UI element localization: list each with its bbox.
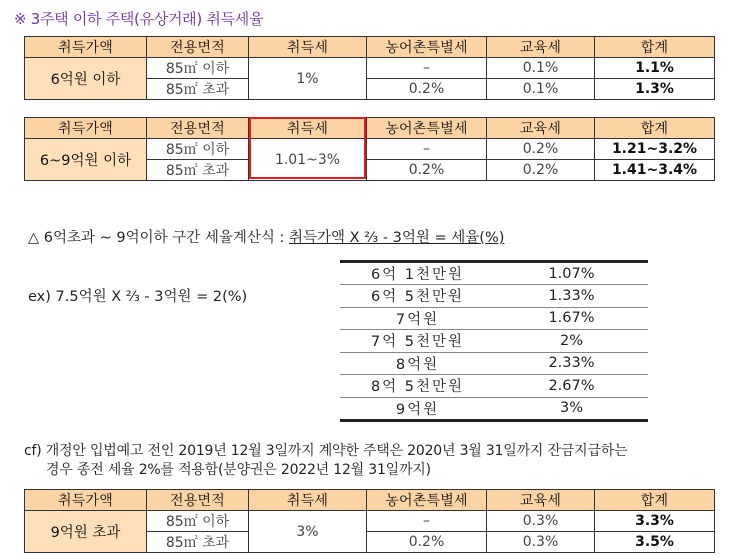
header-acq-tax: 취득세 bbox=[249, 37, 367, 58]
rate-price: 7억 5천만원 bbox=[340, 330, 495, 353]
header-area: 전용면적 bbox=[147, 37, 249, 58]
rate-table bbox=[340, 260, 648, 422]
header-edu-tax: 교육세 bbox=[487, 490, 595, 511]
header-acq-tax: 취득세 bbox=[249, 118, 367, 139]
rural-tax-cell: – bbox=[367, 58, 487, 79]
rate-price: 7억원 bbox=[340, 307, 495, 330]
note-paragraph bbox=[24, 442, 627, 480]
total-cell: 1.41~3.4% bbox=[595, 160, 715, 181]
area-cell: 85㎡ 초과 bbox=[147, 532, 249, 553]
table-row bbox=[340, 375, 648, 398]
header-total: 합계 bbox=[595, 37, 715, 58]
table-row bbox=[25, 58, 715, 79]
area-cell: 85㎡ 이하 bbox=[147, 58, 249, 79]
total-cell: 1.3% bbox=[595, 79, 715, 100]
rate-value: 2.33% bbox=[495, 352, 648, 375]
acq-tax-cell: 1.01~3% bbox=[249, 139, 367, 181]
rate-value: 2% bbox=[495, 330, 648, 353]
tax-table-over-9 bbox=[24, 489, 715, 553]
header-rural-tax: 농어촌특별세 bbox=[367, 118, 487, 139]
rural-tax-cell: – bbox=[367, 139, 487, 160]
header-price: 취득가액 bbox=[25, 490, 147, 511]
example-line: ex) 7.5억원 X ⅔ - 3억원 = 2(%) bbox=[28, 289, 248, 305]
rural-tax-cell: – bbox=[367, 511, 487, 532]
tax-table-6-to-9 bbox=[24, 117, 715, 181]
header-total: 합계 bbox=[595, 118, 715, 139]
rural-tax-cell: 0.2% bbox=[367, 79, 487, 100]
rate-value: 1.67% bbox=[495, 307, 648, 330]
rate-value: 2.67% bbox=[495, 375, 648, 398]
note-line-2: 경우 종전 세율 2%를 적용함(분양권은 2022년 12월 31일까지) bbox=[46, 462, 431, 478]
header-rural-tax: 농어촌특별세 bbox=[367, 490, 487, 511]
area-cell: 85㎡ 이하 bbox=[147, 511, 249, 532]
rate-price: 8억원 bbox=[340, 352, 495, 375]
rural-tax-cell: 0.2% bbox=[367, 160, 487, 181]
table-row bbox=[25, 139, 715, 160]
header-price: 취득가액 bbox=[25, 118, 147, 139]
rate-price: 6억 5천만원 bbox=[340, 285, 495, 308]
edu-tax-cell: 0.3% bbox=[487, 532, 595, 553]
edu-tax-cell: 0.1% bbox=[487, 79, 595, 100]
rate-price: 6억 1천만원 bbox=[340, 262, 495, 285]
tax-table-under-6 bbox=[24, 36, 715, 100]
formula-expression: 취득가액 X ⅔ - 3억원 = 세율(%) bbox=[289, 230, 505, 246]
edu-tax-cell: 0.2% bbox=[487, 139, 595, 160]
header-price: 취득가액 bbox=[25, 37, 147, 58]
total-cell: 3.3% bbox=[595, 511, 715, 532]
total-cell: 1.1% bbox=[595, 58, 715, 79]
acq-tax-cell: 3% bbox=[249, 511, 367, 553]
header-acq-tax: 취득세 bbox=[249, 490, 367, 511]
price-cell: 6~9억원 이하 bbox=[25, 139, 147, 181]
rural-tax-cell: 0.2% bbox=[367, 532, 487, 553]
header-edu-tax: 교육세 bbox=[487, 118, 595, 139]
header-rural-tax: 농어촌특별세 bbox=[367, 37, 487, 58]
price-cell: 9억원 초과 bbox=[25, 511, 147, 553]
area-cell: 85㎡ 이하 bbox=[147, 139, 249, 160]
header-area: 전용면적 bbox=[147, 490, 249, 511]
price-cell: 6억원 이하 bbox=[25, 58, 147, 100]
total-cell: 1.21~3.2% bbox=[595, 139, 715, 160]
header-total: 합계 bbox=[595, 490, 715, 511]
area-cell: 85㎡ 초과 bbox=[147, 79, 249, 100]
table-row bbox=[340, 352, 648, 375]
edu-tax-cell: 0.1% bbox=[487, 58, 595, 79]
table-row bbox=[25, 511, 715, 532]
table-row bbox=[340, 307, 648, 330]
rate-value: 1.33% bbox=[495, 285, 648, 308]
table-header-row bbox=[25, 490, 715, 511]
note-line-1: cf) 개정안 입법예고 전인 2019년 12월 3일까지 계약한 주택은 2020년 3월 31일까지 잔금지급하는 bbox=[24, 443, 628, 459]
table-row bbox=[340, 397, 648, 420]
page-title: ※ 3주택 이하 주택(유상거래) 취득세율 bbox=[14, 10, 264, 28]
header-area: 전용면적 bbox=[147, 118, 249, 139]
rate-price: 8억 5천만원 bbox=[340, 375, 495, 398]
table-row bbox=[340, 330, 648, 353]
formula-prefix: △ 6억초과 ~ 9억이하 구간 세율계산식 : bbox=[28, 230, 289, 246]
table-row bbox=[340, 285, 648, 308]
acq-tax-cell: 1% bbox=[249, 58, 367, 100]
edu-tax-cell: 0.3% bbox=[487, 511, 595, 532]
area-cell: 85㎡ 초과 bbox=[147, 160, 249, 181]
rate-value: 3% bbox=[559, 400, 583, 416]
formula-line bbox=[28, 226, 504, 247]
rate-price: 9억원 bbox=[395, 401, 440, 418]
table-header-row bbox=[25, 118, 715, 139]
table-row bbox=[340, 262, 648, 285]
table-header-row bbox=[25, 37, 715, 58]
header-edu-tax: 교육세 bbox=[487, 37, 595, 58]
total-cell: 3.5% bbox=[595, 532, 715, 553]
edu-tax-cell: 0.2% bbox=[487, 160, 595, 181]
rate-value: 1.07% bbox=[495, 262, 648, 285]
